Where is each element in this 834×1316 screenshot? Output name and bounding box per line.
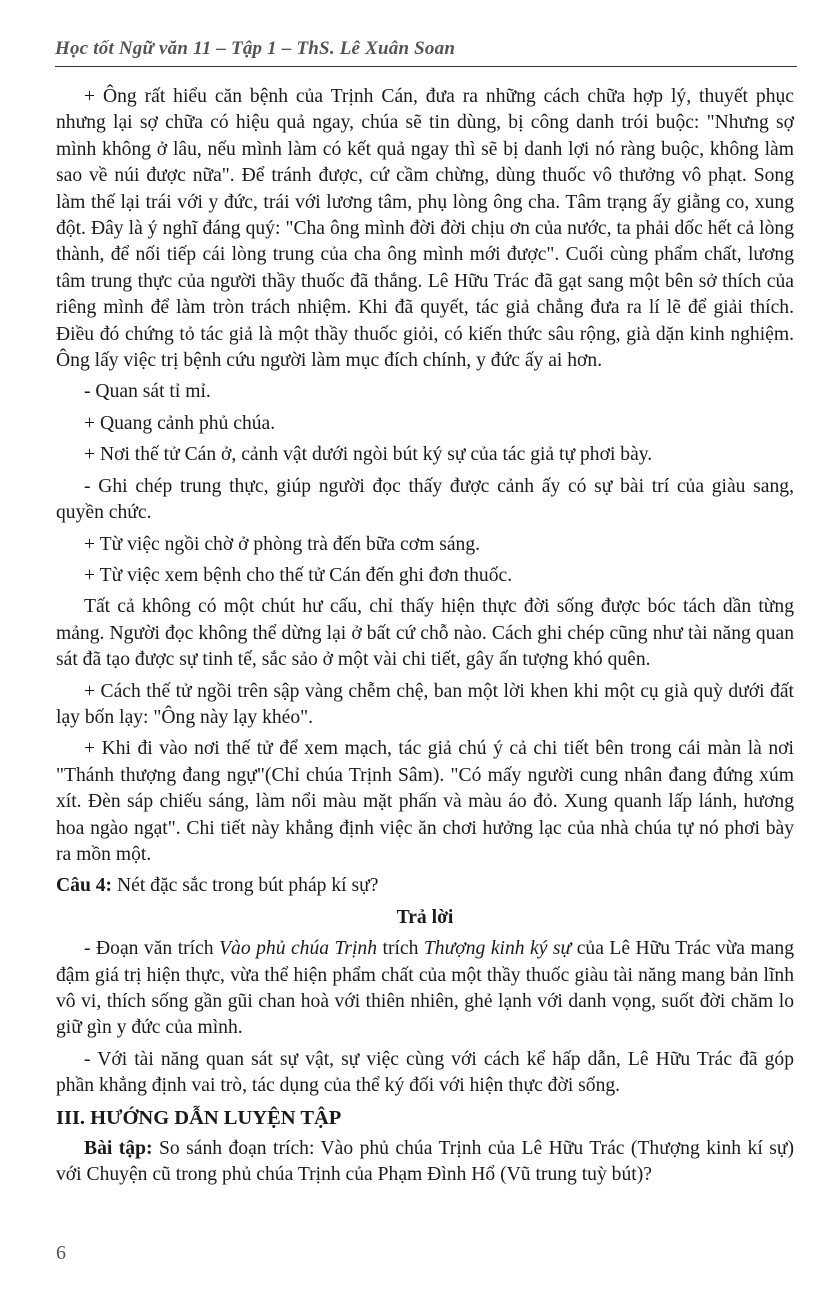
exercise-text: So sánh đoạn trích: Vào phủ chúa Trịnh của Lê Hữu Trác (Thượng kinh kí sự) với Chuyện cũ trong phủ chúa Trịnh của Phạm Đình Hổ (Vũ trung tuỳ bút)? [56,1138,794,1186]
paragraph-1: + Ông rất hiểu căn bệnh của Trịnh Cán, đưa ra những cách chữa hợp lý, thuyết phục nhưng lại sợ chữa có hiệu quả ngay, chúa sẽ tin dùng, bị công danh trói buộc: "Nhưng sợ mình không ở lâu, nếu mình làm có kết quả ngay thì sẽ bị danh lợi nó ràng buộc, không làm sao về núi được nữa". Để tránh được, cứ cầm chừng, dùng thuốc vô thưởng vô phạt. Song làm thế lại trái với y đức, trái với lương tâm, phụ lòng ông cha. Tâm trạng ấy giằng co, xung đột. Đây là ý nghĩ đáng quý: "Cha ông mình đời đời chịu ơn của nước, ta phải dốc hết cả lòng thành, để nối tiếp cái lòng trung của cha ông mình mới được". Cuối cùng phẩm chất, lương tâm trung thực của người thầy thuốc đã thắng. Lê Hữu Trác đã gạt sang một bên sở thích của riêng mình để làm tròn trách nhiệm. Khi đã quyết, tác giả chẳng đưa ra lí lẽ để giải thích. Điều đó chứng tỏ tác giả là một thầy thuốc giỏi, có kiến thức sâu rộng, già dặn kinh nghiệm. Ông lấy việc trị bệnh cứu người làm mục đích chính, y đức ấy ai hơn. [56,86,794,372]
question-4 [56,873,794,899]
running-header: Học tốt Ngữ văn 11 – Tập 1 – ThS. Lê Xuân Soan [55,38,456,59]
paragraph-10: + Khi đi vào nơi thế tử để xem mạch, tác giả chú ý cả chi tiết bên trong cái màn là nơi "Thánh thượng đang ngự"(Chỉ chúa Trịnh Sâm). "Có mấy người cung nhân đang đứng xúm xít. Đèn sáp chiếu sáng, làm nổi màu mặt phấn và màu áo đỏ. Xung quanh lấp lánh, hương hoa ngào ngạt". Chi tiết này khẳng định việc ăn chơi hưởng lạc của nhà chúa tự nó phơi bày ra mồn một. [56,738,794,865]
paragraph-7: + Từ việc xem bệnh cho thế tử Cán đến ghi đơn thuốc. [84,564,513,586]
header-divider [55,66,797,67]
answer-paragraph-2: - Với tài năng quan sát sự vật, sự việc cùng với cách kể hấp dẫn, Lê Hữu Trác đã góp phần khẳng định vai trò, tác dụng của thể ký đối với hiện thực đời sống. [56,1048,794,1097]
answer-1-work-title-2: Thượng kinh ký sự [423,938,572,960]
paragraph-2: - Quan sát tỉ mỉ. [84,381,211,403]
paragraph-6: + Từ việc ngồi chờ ở phòng trà đến bữa cơm sáng. [84,533,481,555]
answer-1-lead: - Đoạn văn trích [84,938,220,960]
page-body [56,84,794,1194]
paragraph-3: + Quang cảnh phủ chúa. [84,412,276,434]
section-3-heading: III. HƯỚNG DẪN LUYỆN TẬP [56,1106,342,1129]
answer-paragraph-1 [56,936,794,1042]
paragraph-4: + Nơi thế tử Cán ở, cảnh vật dưới ngòi bút ký sự của tác giả tự phơi bày. [84,444,653,466]
question-4-label: Câu 4: [56,875,113,897]
answer-heading: Trả lời [396,906,454,928]
answer-1-rest: của Lê Hữu Trác vừa mang đậm giá trị hiện thực, vừa thể hiện phẩm chất của một thầy thuốc giàu tài năng mang bản lĩnh vô vi, thích sống gần gũi chan hoà với thiên nhiên, ghẻ lạnh với danh vọng, suốt đời chăm lo giữ gìn y đức của mình. [56,938,794,1039]
paragraph-5: - Ghi chép trung thực, giúp người đọc thấy được cảnh ấy có sự bài trí của giàu sang, quyền chức. [56,475,794,524]
paragraph-9: + Cách thế tử ngồi trên sập vàng chễm chệ, ban một lời khen khi một cụ già quỳ dưới đất lạy bốn lạy: "Ông này lạy khéo". [56,680,794,728]
paragraph-8: Tất cả không có một chút hư cấu, chỉ thấy hiện thực đời sống được bóc tách dần từng mảng. Người đọc không thể dừng lại ở bất cứ chỗ nào. Cách ghi chép cũng như tài năng quan sát đã tạo được sự tinh tế, sắc sảo ở một vài chi tiết, gây ấn tượng khó quên. [56,596,794,671]
exercise-label: Bài tập: [84,1138,153,1160]
page-number: 6 [56,1242,66,1264]
exercise [56,1136,794,1189]
answer-1-mid: trích [377,938,424,960]
question-4-text: Nét đặc sắc trong bút pháp kí sự? [112,875,379,897]
answer-1-work-title-1: Vào phủ chúa Trịnh [219,938,378,960]
